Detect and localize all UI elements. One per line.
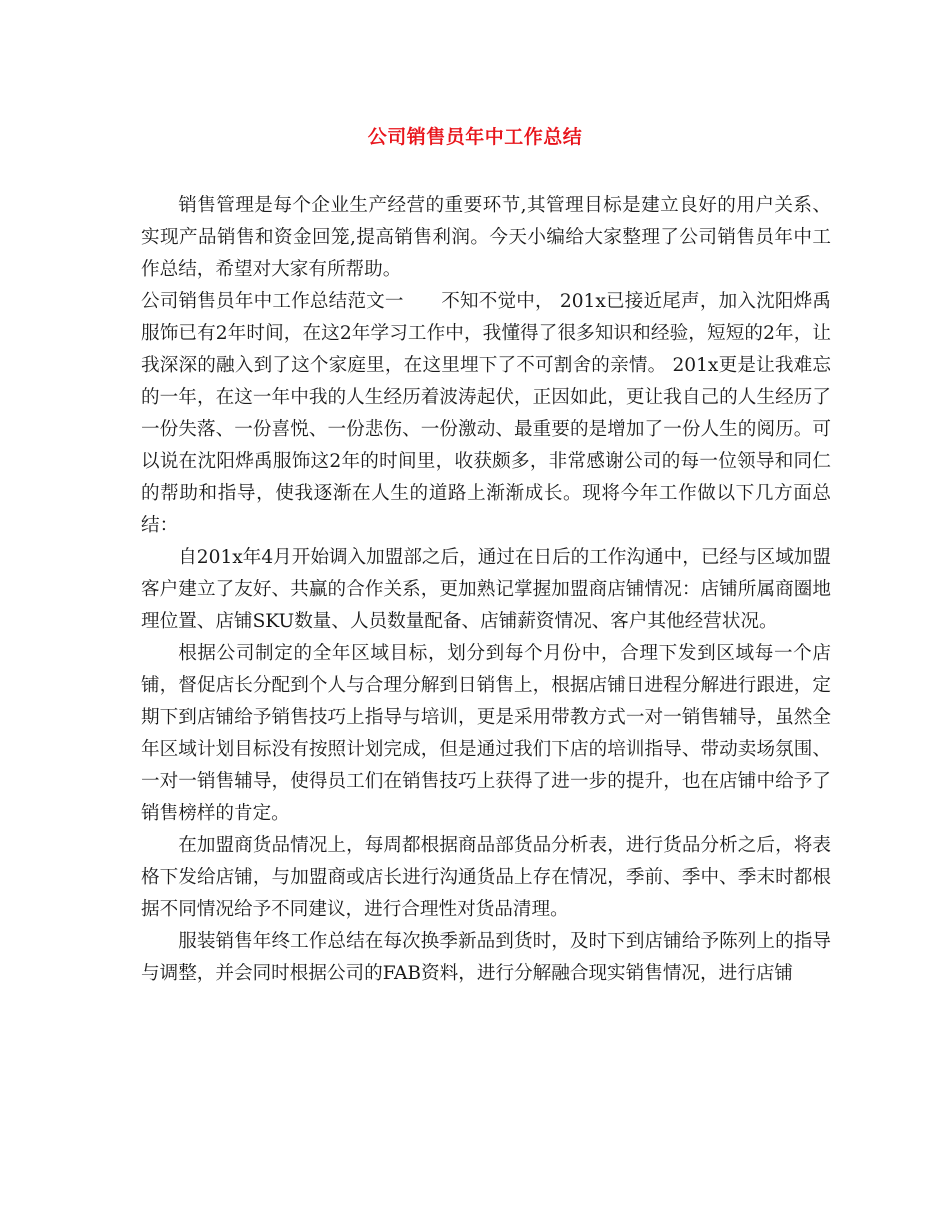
paragraph-intro: 销售管理是每个企业生产经营的重要环节,其管理目标是建立良好的用户关系、实现产品销售和资金回笼,提高销售利润。今天小编给大家整理了公司销售员年中工作总结，希望对大家有所帮助。: [141, 195, 831, 280]
paragraph-sample-one: 公司销售员年中工作总结范文一 不知不觉中， 201x已接近尾声，加入沈阳烨禹服饰已有2年时间，在这2年学习工作中，我懂得了很多知识和经验，短短的2年，让我深深的融入到了这个家庭里，在这里埋下了不可割舍的亲情。 201x更是让我难忘的一年，在这一年中我的人生经历着波涛起伏，正因如此，更让我自己的人生经历了一份失落、一份喜悦、一份悲伤、一份激动、最重要的是增加了一份人生的阅历。可以说在沈阳烨禹服饰这2年的时间里，收获颇多，非常感谢公司的每一位领导和同仁的帮助和指导，使我逐渐在人生的道路上渐渐成长。现将今年工作做以下几方面总结：: [141, 291, 831, 536]
document-title: 公司销售员年中工作总结: [367, 126, 583, 148]
paragraph-franchise: 自201x年4月开始调入加盟部之后，通过在日后的工作沟通中，已经与区域加盟客户建立了友好、共赢的合作关系，更加熟记掌握加盟商店铺情况：店铺所属商圈地理位置、店铺SKU数量、人员数量配备、店铺薪资情况、客户其他经营状况。: [141, 547, 831, 632]
paragraph-targets: 根据公司制定的全年区域目标，划分到每个月份中，合理下发到区域每一个店铺，督促店长分配到个人与合理分解到日销售上，根据店铺日进程分解进行跟进，定期下到店铺给予销售技巧上指导与培训，更是采用带教方式一对一销售辅导，虽然全年区域计划目标没有按照计划完成，但是通过我们下店的培训指导、带动卖场氛围、一对一销售辅导，使得员工们在销售技巧上获得了进一步的提升，也在店铺中给予了销售榜样的肯定。: [141, 643, 831, 824]
document-body: [141, 190, 831, 990]
paragraph-display: 服装销售年终工作总结在每次换季新品到货时，及时下到店铺给予陈列上的指导与调整，并会同时根据公司的FAB资料，进行分解融合现实销售情况，进行店铺: [141, 931, 831, 984]
paragraph-inventory: 在加盟商货品情况上，每周都根据商品部货品分析表，进行货品分析之后，将表格下发给店铺，与加盟商或店长进行沟通货品上存在情况，季前、季中、季末时都根据不同情况给予不同建议，进行合理性对货品清理。: [141, 835, 831, 920]
